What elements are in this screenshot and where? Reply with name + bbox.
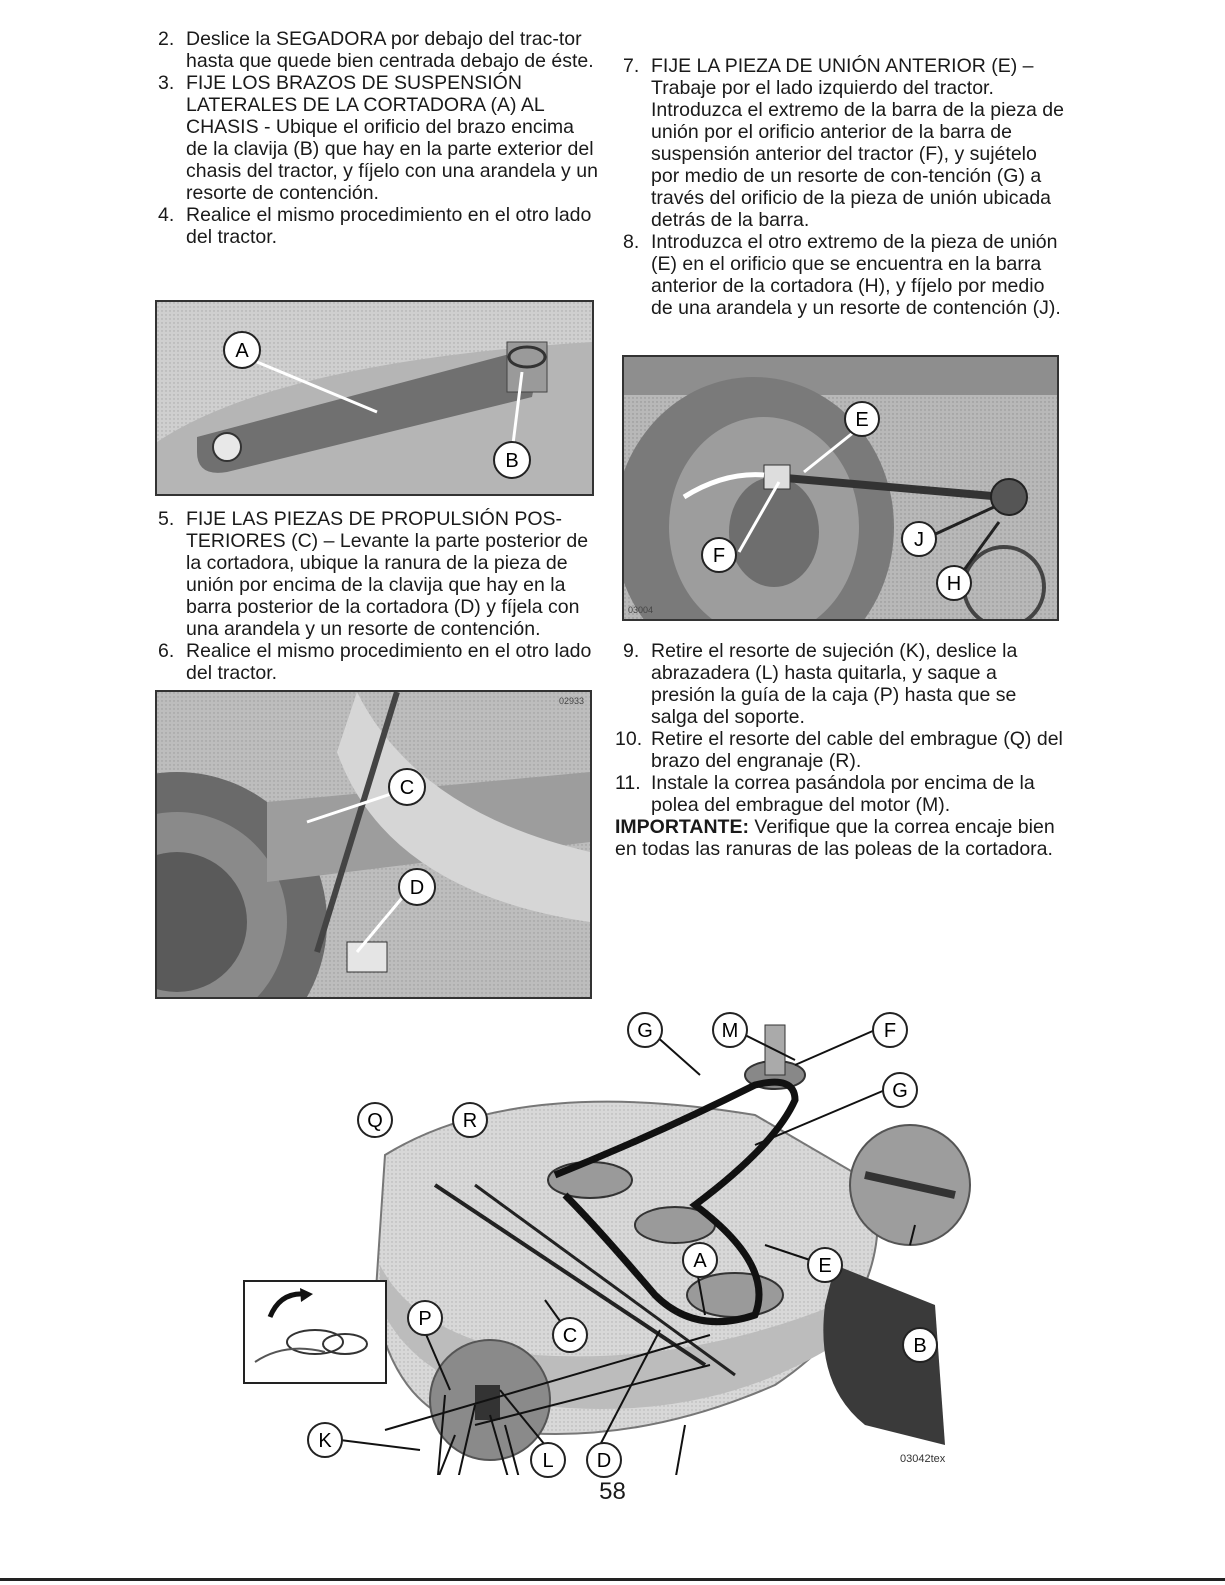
svg-text:F: F	[883, 1020, 897, 1042]
svg-text:B: B	[913, 1335, 927, 1357]
step-number: 9.	[623, 640, 640, 662]
svg-text:E: E	[818, 1255, 832, 1277]
step-number: 5.	[158, 508, 175, 530]
callout-P	[408, 1301, 442, 1335]
svg-text:G: G	[637, 1020, 653, 1042]
svg-text:Q: Q	[367, 1110, 383, 1132]
svg-text:A: A	[235, 340, 249, 362]
callout-C	[553, 1318, 587, 1352]
svg-text:K: K	[318, 1430, 332, 1452]
step-text: FIJE LA PIEZA DE UNIÓN ANTERIOR (E) – Trabaje por el lado izquierdo del tractor. Introduzca el extremo de la barra de la pieza de unión por el orificio anterior de la barra de suspensión anterior del tractor (F), y sujételo por medio de un resorte de con-tención (G) a través del orificio de la pieza de unión ubicada detrás de la barra.	[651, 55, 1064, 231]
step-number: 6.	[158, 640, 175, 662]
step-text: Retire el resorte del cable del embrague (Q) del brazo del engranaje (R).	[651, 728, 1063, 772]
step-number: 10.	[615, 728, 643, 750]
svg-text:A: A	[693, 1250, 707, 1272]
callout-L	[531, 1443, 565, 1477]
svg-text:G: G	[892, 1080, 908, 1102]
svg-text:D: D	[409, 877, 425, 899]
svg-text:D: D	[596, 1450, 612, 1472]
svg-text:F: F	[712, 545, 726, 567]
important-label: IMPORTANTE:	[615, 816, 749, 838]
step-text: Realice el mismo procedimiento en el otro lado del tractor.	[186, 204, 592, 248]
important-text: Verifique que la correa encaje bien en todas las ranuras de las poleas de la cortadora.	[615, 816, 1055, 860]
step-number: 8.	[623, 231, 640, 253]
step-text: Realice el mismo procedimiento en el otro lado del tractor.	[186, 640, 592, 684]
step-text: Introduzca el otro extremo de la pieza de unión (E) en el orificio que se encuentra en la barra anterior de la cortadora (H), y fíjelo por medio de una arandela y un resorte de contención (J).	[651, 231, 1061, 319]
svg-text:J: J	[914, 529, 924, 551]
step-number: 7.	[623, 55, 640, 77]
step-text: Deslice la SEGADORA por debajo del trac-tor hasta que quede bien centrada debajo de éste.	[186, 28, 594, 72]
step-number: 11.	[615, 772, 641, 794]
callout-K	[308, 1423, 342, 1457]
bottom-rule	[0, 1578, 1225, 1581]
figure-code: 03042tex	[900, 1453, 946, 1465]
figure-code: 03004	[628, 605, 654, 615]
svg-text:H: H	[946, 573, 962, 595]
svg-text:M: M	[721, 1020, 739, 1042]
step-number: 2.	[158, 28, 175, 50]
step-text: Instale la correa pasándola por encima de la polea del embrague del motor (M).	[651, 772, 1035, 816]
figure-code: 02933	[558, 696, 584, 706]
svg-text:B: B	[505, 450, 519, 472]
step-text: FIJE LAS PIEZAS DE PROPULSIÓN POS-TERIORES (C) – Levante la parte posterior de la cortadora, ubique la ranura de la pieza de unión por encima de la clavija que hay en la barra posterior de la cortadora (D) y fíjela con una arandela y un resorte de contención.	[186, 508, 589, 640]
svg-text:C: C	[399, 777, 415, 799]
page-number: 58	[599, 1478, 626, 1505]
svg-text:E: E	[855, 409, 869, 431]
step-number: 3.	[158, 72, 175, 94]
svg-text:P: P	[418, 1308, 432, 1330]
callout-D	[587, 1443, 621, 1477]
step-number: 4.	[158, 204, 175, 226]
svg-text:L: L	[542, 1450, 554, 1472]
step-text: FIJE LOS BRAZOS DE SUSPENSIÓN LATERALES DE LA CORTADORA (A) AL CHASIS - Ubique el orificio del brazo encima de la clavija (B) que hay en la parte exterior del chasis del tractor, y fíjelo con una arandela y un resorte de contención.	[186, 72, 598, 204]
svg-text:C: C	[562, 1325, 578, 1347]
step-text: Retire el resorte de sujeción (K), deslice la abrazadera (L) hasta quitarla, y saque a presión la guía de la caja (P) hasta que se salga del soporte.	[651, 640, 1018, 728]
svg-text:R: R	[462, 1110, 478, 1132]
